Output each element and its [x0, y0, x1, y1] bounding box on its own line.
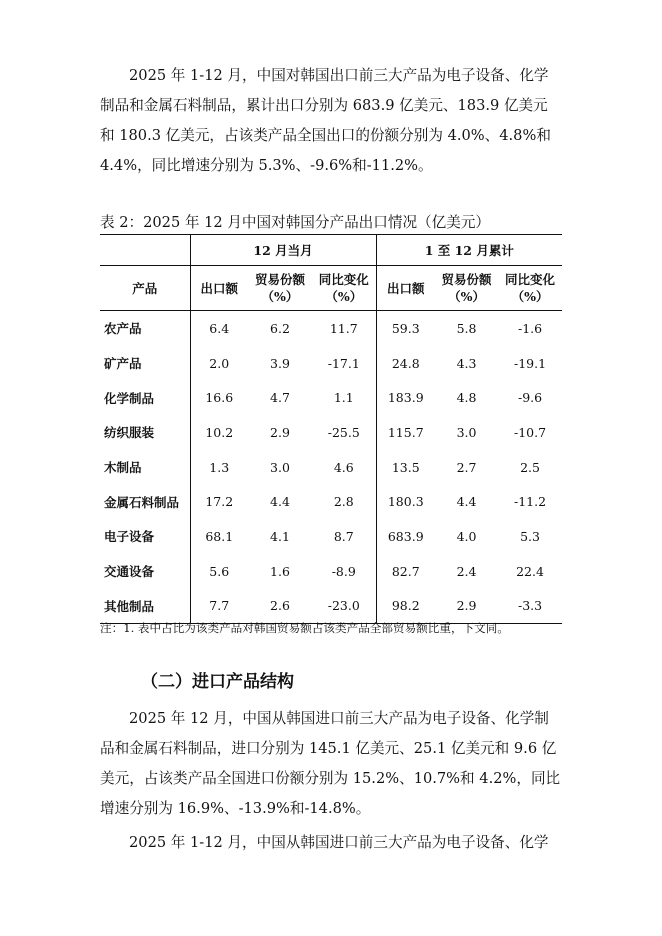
column-header-month-share: 贸易份额 （%）	[248, 266, 312, 311]
row-product-name: 其他制品	[100, 589, 190, 624]
cell-month-export: 17.2	[190, 484, 248, 519]
cell-month-share: 4.7	[270, 390, 290, 406]
table-row	[100, 380, 562, 415]
text-line: 和 180.3 亿美元，占该类产品全国出口的份额分别为 4.0%、4.8%和	[100, 127, 551, 144]
cell-ytd-export: 24.8	[376, 346, 435, 381]
column-header-ytd-yoy: 同比变化 （%）	[498, 266, 562, 311]
cell-ytd-export: 683.9	[376, 519, 435, 554]
cell-ytd-yoy: -3.3	[498, 589, 562, 624]
text-line: 品和金属石料制品，进口分别为 145.1 亿美元、25.1 亿美元和 9.6 亿	[100, 740, 557, 757]
cell-ytd-yoy: -11.2	[514, 494, 547, 510]
cell-month-yoy: 11.7	[329, 320, 358, 336]
text-line: 2025 年 1-12 月，中国对韩国出口前三大产品为电子设备、化学	[129, 67, 549, 84]
cell-month-export: 10.2	[190, 415, 248, 450]
cell-ytd-share: 4.8	[456, 390, 477, 406]
cell-month-yoy: 4.6	[333, 459, 354, 475]
cell-ytd-export: 98.2	[376, 589, 435, 624]
section-heading: （二）进口产品结构	[141, 672, 294, 692]
table-caption: 表 2：2025 年 12 月中国对韩国分产品出口情况（亿美元）	[100, 214, 491, 231]
table-row	[100, 415, 562, 450]
cell-ytd-share: 2.4	[456, 563, 477, 579]
table-group-header-row	[100, 235, 562, 266]
cell-ytd-yoy: -1.6	[517, 320, 543, 336]
row-product-name: 纺织服装	[104, 425, 155, 441]
paragraph-export-summary	[100, 61, 562, 181]
cell-month-share: 3.9	[270, 355, 290, 371]
text-line: 制品和金属石料制品，累计出口分别为 683.9 亿美元、183.9 亿美元	[100, 97, 548, 114]
group-header-month: 12 月当月	[190, 235, 376, 266]
table-header-empty	[100, 235, 190, 266]
cell-ytd-export: 82.7	[376, 554, 435, 589]
paragraph-import-ytd	[100, 828, 562, 858]
cell-month-yoy: 8.7	[333, 528, 354, 544]
group-header-ytd: 1 至 12 月累计	[376, 235, 562, 266]
cell-ytd-export: 59.3	[376, 311, 435, 346]
column-header-month-yoy: 同比变化 （%）	[312, 266, 376, 311]
cell-ytd-share: 4.4	[456, 494, 477, 510]
cell-month-share: 6.2	[270, 320, 290, 336]
cell-month-share: 4.4	[270, 494, 290, 510]
cell-month-export: 5.6	[190, 554, 248, 589]
cell-ytd-share: 3.0	[456, 424, 477, 440]
cell-ytd-yoy: 22.4	[516, 563, 544, 579]
cell-month-export: 68.1	[190, 519, 248, 554]
cell-month-share: 2.9	[270, 424, 290, 440]
cell-month-export: 6.4	[190, 311, 248, 346]
table-footnote: 注：1. 表中占比为该类产品对韩国贸易额占该类产品全部贸易额比重，下文同。	[100, 621, 509, 635]
text-line: 2025 年 1-12 月，中国从韩国进口前三大产品为电子设备、化学	[129, 834, 549, 851]
cell-ytd-export: 115.7	[376, 415, 435, 450]
row-product-name: 农产品	[104, 321, 142, 337]
export-by-product-table	[100, 234, 562, 624]
column-header-ytd-export: 出口额	[376, 266, 435, 311]
table-row	[100, 519, 562, 554]
text-line: 2025 年 12 月，中国从韩国进口前三大产品为电子设备、化学制	[129, 710, 549, 727]
cell-ytd-export: 13.5	[376, 450, 435, 485]
cell-month-yoy: -8.9	[331, 563, 356, 579]
cell-month-export: 2.0	[190, 346, 248, 381]
cell-month-yoy: -23.0	[312, 589, 376, 624]
row-product-name: 化学制品	[104, 390, 155, 406]
cell-month-share: 3.0	[270, 459, 290, 475]
table-sub-header-row	[100, 266, 562, 311]
product-column-header: 产品	[100, 266, 190, 311]
cell-ytd-yoy: -10.7	[514, 424, 547, 440]
cell-ytd-share: 4.3	[456, 355, 477, 371]
cell-ytd-share: 5.8	[456, 320, 477, 336]
table-row	[100, 450, 562, 485]
row-product-name: 木制品	[104, 460, 142, 476]
cell-ytd-yoy: -9.6	[517, 390, 543, 406]
cell-month-share: 4.1	[270, 528, 290, 544]
table-row	[100, 554, 562, 589]
row-product-name: 金属石料制品	[104, 494, 180, 510]
cell-month-share: 2.6	[248, 589, 312, 624]
column-header-month-export: 出口额	[190, 266, 248, 311]
cell-ytd-share: 2.9	[435, 589, 498, 624]
text-line: 4.4%，同比增速分别为 5.3%、-9.6%和-11.2%。	[100, 157, 433, 174]
cell-ytd-yoy: -19.1	[514, 355, 547, 371]
cell-month-export: 1.3	[190, 450, 248, 485]
table-row	[100, 346, 562, 381]
table-row	[100, 484, 562, 519]
row-product-name: 矿产品	[104, 356, 142, 372]
cell-ytd-yoy: 2.5	[520, 459, 540, 475]
cell-ytd-share: 2.7	[456, 459, 477, 475]
column-header-ytd-share: 贸易份额 （%）	[435, 266, 498, 311]
cell-month-export: 7.7	[190, 589, 248, 624]
cell-month-yoy: 2.8	[333, 494, 354, 510]
cell-ytd-share: 4.0	[456, 528, 477, 544]
cell-month-yoy: -17.1	[327, 355, 360, 371]
row-product-name: 交通设备	[104, 564, 155, 580]
row-product-name: 电子设备	[104, 529, 155, 545]
cell-month-share: 1.6	[270, 563, 290, 579]
paragraph-import-summary	[100, 704, 562, 824]
table-row	[100, 311, 562, 346]
cell-ytd-export: 183.9	[376, 380, 435, 415]
cell-ytd-export: 180.3	[376, 484, 435, 519]
cell-month-yoy: -25.5	[327, 424, 360, 440]
cell-month-yoy: 1.1	[333, 390, 354, 406]
text-line: 美元，占该类产品全国进口份额分别为 15.2%、10.7%和 4.2%，同比	[100, 770, 561, 787]
cell-month-export: 16.6	[190, 380, 248, 415]
cell-ytd-yoy: 5.3	[520, 528, 540, 544]
text-line: 增速分别为 16.9%、-13.9%和-14.8%。	[100, 800, 371, 817]
